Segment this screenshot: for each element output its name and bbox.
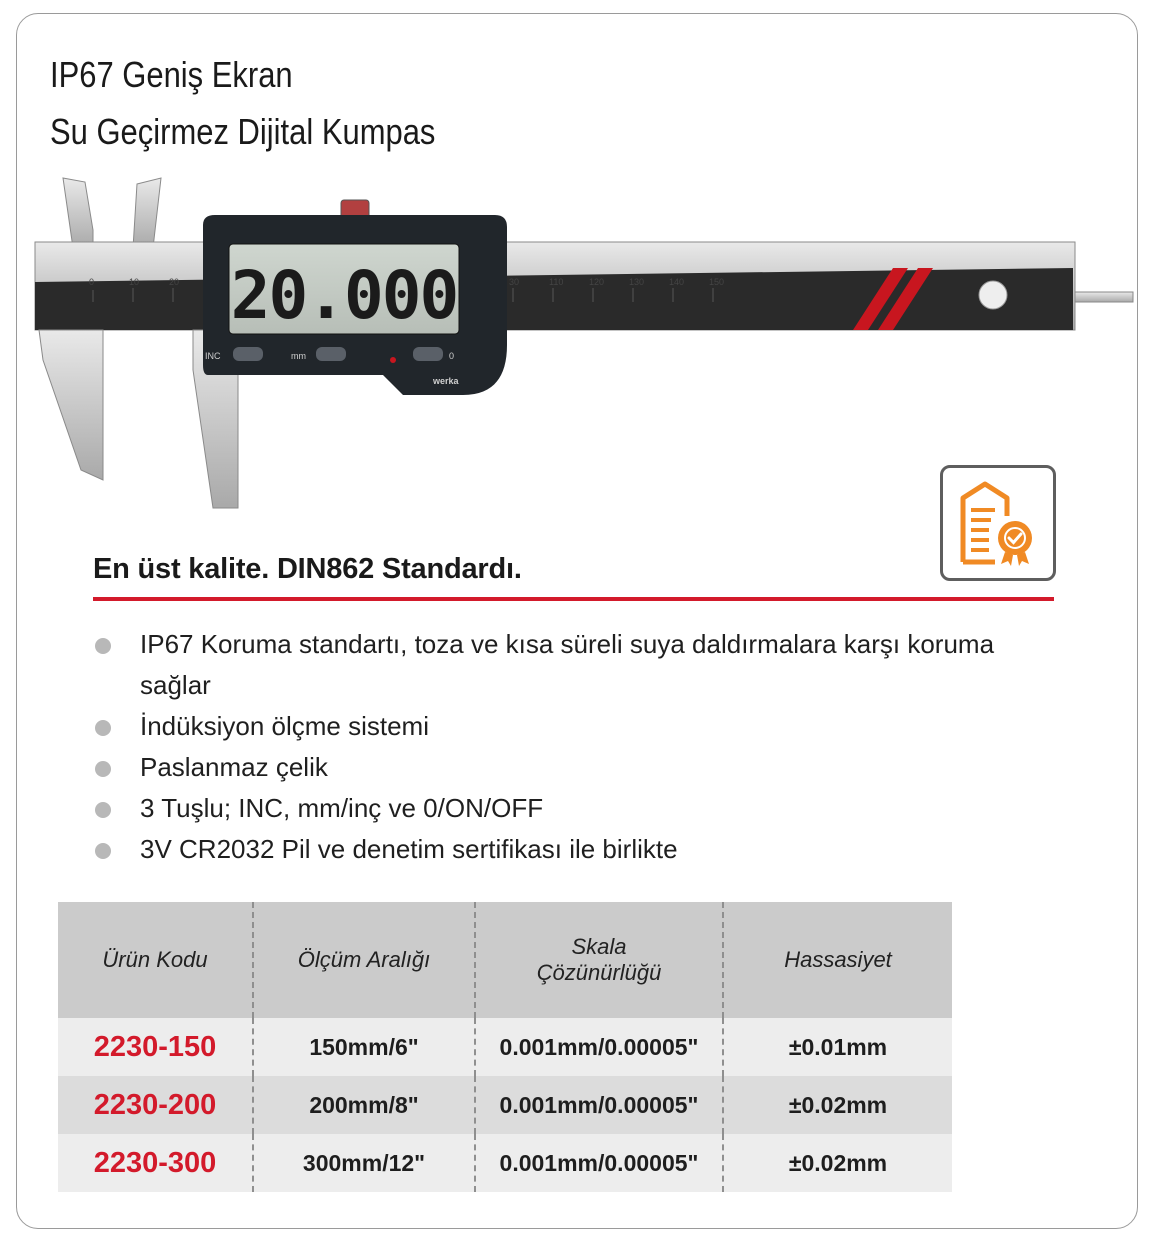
feature-text: İndüksiyon ölçme sistemi [140,711,429,741]
section-subtitle: En üst kalite. DIN862 Standardı. [93,553,522,585]
scale-label: 10 [129,277,140,287]
list-item [95,747,1055,788]
resolution: 0.001mm/0.00005" [475,1076,723,1134]
accuracy: ±0.02mm [723,1076,952,1134]
brand-label: werka [433,376,459,386]
product-code: 2230-150 [58,1018,253,1076]
certificate-building-icon [955,480,1041,566]
feature-text: 3 Tuşlu; INC, mm/inç ve 0/ON/OFF [140,793,544,823]
page-title-line-1: IP67 Geniş Ekran [50,54,293,95]
spec-table [58,902,952,1192]
bullet-dot-icon [95,638,111,654]
button-label-inc: INC [205,351,221,361]
header-measuring-range: Ölçüm Aralığı [253,902,475,1018]
lcd-reading: 20.000 [230,257,458,334]
table-row [58,1018,952,1076]
bullet-dot-icon [95,720,111,736]
bullet-dot-icon [95,802,111,818]
bullet-dot-icon [95,843,111,859]
table-row [58,1076,952,1134]
product-code: 2230-200 [58,1076,253,1134]
resolution: 0.001mm/0.00005" [475,1018,723,1076]
list-item [95,706,1055,747]
list-item [95,829,1055,870]
bullet-dot-icon [95,761,111,777]
feature-text: Paslanmaz çelik [140,752,328,782]
feature-text: IP67 Koruma standartı, toza ve kısa süreli suya daldırmalara karşı koruma sağlar [140,629,995,700]
measuring-range: 300mm/12" [253,1134,475,1192]
header-accuracy: Hassasiyet [723,902,952,1018]
accuracy: ±0.02mm [723,1134,952,1192]
button-label-mm: mm [291,351,306,361]
measuring-range: 150mm/6" [253,1018,475,1076]
resolution: 0.001mm/0.00005" [475,1134,723,1192]
feature-text: 3V CR2032 Pil ve denetim sertifikası ile birlikte [140,834,678,864]
list-item [95,788,1055,829]
list-item [95,624,1055,706]
button-label-zero: 0 [449,351,455,361]
scale-label: 140 [669,277,685,287]
accuracy: ±0.01mm [723,1018,952,1076]
product-code: 2230-300 [58,1134,253,1192]
measuring-range: 200mm/8" [253,1076,475,1134]
scale-label: 110 [549,277,564,287]
scale-label: 150 [709,277,725,287]
header-product-code: Ürün Kodu [58,902,253,1018]
scale-label: 120 [589,277,605,287]
red-divider [93,597,1054,601]
table-row [58,1134,952,1192]
scale-label: 130 [629,277,645,287]
scale-label: 30 [509,277,520,287]
header-resolution: Skala Çözünürlüğü [475,902,723,1018]
scale-label: 0 [89,277,95,287]
feature-list [95,624,1055,870]
scale-label: 20 [169,277,180,287]
page-title-line-2: Su Geçirmez Dijital Kumpas [50,111,436,152]
certificate-icon [940,465,1056,581]
